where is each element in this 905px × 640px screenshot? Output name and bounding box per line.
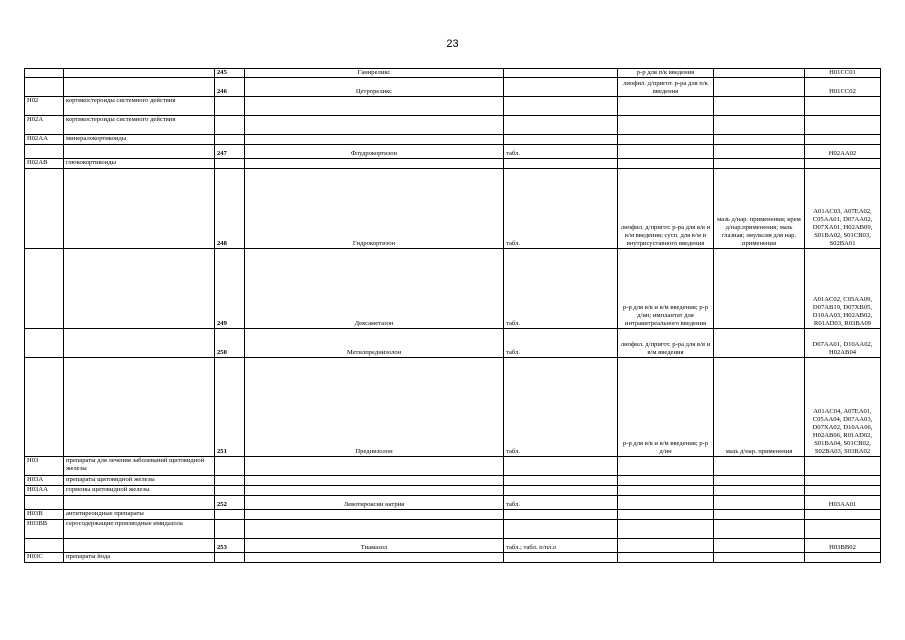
atc-code-cell: H03B [25, 510, 64, 520]
atc-code-cell: H03C [25, 553, 64, 563]
atc-code-cell [25, 358, 64, 457]
form-injection-cell: лиофил. д/пригот. р-ра для в/в и в/м введения [618, 329, 714, 358]
row-number-cell: 246 [215, 78, 245, 97]
form-topical-cell [714, 69, 805, 78]
form-tablet-cell: табл. [504, 329, 618, 358]
atc-codes-cell [805, 457, 881, 476]
atc-codes-cell [805, 553, 881, 563]
form-topical-cell [714, 510, 805, 520]
form-injection-cell [618, 553, 714, 563]
drug-name-cell [245, 553, 504, 563]
group-name-cell [64, 496, 215, 510]
form-injection-cell: лиофил. д/пригот. р-ра для в/в и в/м введения; сусп. для в/м и внутрисуставного введения [618, 169, 714, 249]
drug-name-cell: Левотироксин натрия [245, 496, 504, 510]
drug-row [25, 78, 881, 97]
group-name-cell: минералокортикоиды [64, 135, 215, 145]
form-tablet-cell: табл. [504, 145, 618, 159]
group-name-cell [64, 329, 215, 358]
drug-name-cell [245, 520, 504, 539]
drug-row [25, 358, 881, 457]
group-name-cell: препараты йода [64, 553, 215, 563]
group-name-cell [64, 249, 215, 329]
form-injection-cell [618, 520, 714, 539]
form-tablet-cell: табл. [504, 169, 618, 249]
group-row [25, 553, 881, 563]
drug-row [25, 169, 881, 249]
atc-code-cell [25, 496, 64, 510]
atc-code-cell: H02AB [25, 159, 64, 169]
form-topical-cell [714, 97, 805, 116]
row-number-cell [215, 116, 245, 135]
drug-name-cell [245, 476, 504, 486]
form-topical-cell [714, 520, 805, 539]
drug-row [25, 145, 881, 159]
form-topical-cell [714, 496, 805, 510]
atc-codes-cell: D07AA01, D10AA02, H02AB04 [805, 329, 881, 358]
row-number-cell [215, 135, 245, 145]
group-name-cell: глюкокортикоиды [64, 159, 215, 169]
atc-codes-cell [805, 159, 881, 169]
form-injection-cell [618, 159, 714, 169]
row-number-cell [215, 520, 245, 539]
atc-codes-cell: A01AC02, C05AA09, D07AB19, D07XB05, D10AA03, H02AB02, R01AD03, R03BA09 [805, 249, 881, 329]
drug-name-cell [245, 116, 504, 135]
group-name-cell [64, 145, 215, 159]
form-topical-cell [714, 135, 805, 145]
drug-name-cell [245, 135, 504, 145]
form-topical-cell [714, 329, 805, 358]
atc-codes-cell: A01AC04, A07EA01, C05AA04, D07AA03, D07XA02, D10AA06, H02AB06, R01AD02, S01BA04, S01CB02, S02BA03, S03BA02 [805, 358, 881, 457]
atc-code-cell [25, 169, 64, 249]
drug-name-cell: Тиамазол [245, 539, 504, 553]
atc-codes-cell: H03BB02 [805, 539, 881, 553]
row-number-cell: 253 [215, 539, 245, 553]
atc-codes-cell: H01CC02 [805, 78, 881, 97]
group-name-cell [64, 69, 215, 78]
form-injection-cell [618, 116, 714, 135]
form-tablet-cell [504, 159, 618, 169]
form-tablet-cell [504, 476, 618, 486]
form-tablet-cell [504, 69, 618, 78]
form-tablet-cell [504, 553, 618, 563]
group-row [25, 510, 881, 520]
atc-codes-cell [805, 97, 881, 116]
drug-row [25, 496, 881, 510]
form-tablet-cell: табл. [504, 496, 618, 510]
atc-codes-cell: H01CC01 [805, 69, 881, 78]
atc-code-cell [25, 145, 64, 159]
group-name-cell: препараты для лечения заболеваний щитовидной железы [64, 457, 215, 476]
form-topical-cell [714, 159, 805, 169]
drug-name-cell: Метилпреднизолон [245, 329, 504, 358]
drug-row [25, 69, 881, 78]
drug-name-cell [245, 159, 504, 169]
group-name-cell: кортикостероиды системного действия [64, 116, 215, 135]
form-topical-cell [714, 116, 805, 135]
form-tablet-cell [504, 510, 618, 520]
form-injection-cell [618, 135, 714, 145]
atc-codes-cell: A01AC03, A07EA02, C05AA01, D07AA02, D07XA01, H02AB09, S01BA02, S01CB03, S02BA01 [805, 169, 881, 249]
atc-code-cell: H03AA [25, 486, 64, 496]
group-name-cell [64, 169, 215, 249]
form-injection-cell: р-р для в/в и в/м введения; р-р д/ин [618, 358, 714, 457]
drug-list-table [24, 68, 881, 563]
atc-codes-cell [805, 520, 881, 539]
form-topical-cell [714, 78, 805, 97]
atc-code-cell [25, 78, 64, 97]
row-number-cell: 248 [215, 169, 245, 249]
form-topical-cell: мазь д/нар. применения [714, 358, 805, 457]
form-topical-cell: мазь д/нар. применения; крем д/нар.применения; мазь глазная; эмульсия для нар. применения [714, 169, 805, 249]
form-topical-cell [714, 249, 805, 329]
atc-codes-cell: H02AA02 [805, 145, 881, 159]
atc-code-cell [25, 69, 64, 78]
row-number-cell [215, 457, 245, 476]
drug-name-cell: Преднизолон [245, 358, 504, 457]
drug-row [25, 539, 881, 553]
drug-name-cell: Ганиреликс [245, 69, 504, 78]
group-row [25, 476, 881, 486]
group-name-cell: гормоны щитовидной железы [64, 486, 215, 496]
form-tablet-cell [504, 486, 618, 496]
group-name-cell: препараты щитовидной железы [64, 476, 215, 486]
form-topical-cell [714, 553, 805, 563]
row-number-cell: 250 [215, 329, 245, 358]
row-number-cell [215, 553, 245, 563]
row-number-cell: 249 [215, 249, 245, 329]
form-injection-cell: лиофил. д/пригот. р-ра для п/к введения [618, 78, 714, 97]
atc-code-cell: H03BB [25, 520, 64, 539]
atc-code-cell: H02 [25, 97, 64, 116]
atc-code-cell [25, 249, 64, 329]
drug-row [25, 329, 881, 358]
row-number-cell [215, 476, 245, 486]
form-injection-cell [618, 539, 714, 553]
drug-name-cell [245, 510, 504, 520]
form-injection-cell [618, 486, 714, 496]
form-tablet-cell [504, 135, 618, 145]
atc-code-cell: H03 [25, 457, 64, 476]
row-number-cell: 252 [215, 496, 245, 510]
group-row [25, 457, 881, 476]
form-topical-cell [714, 476, 805, 486]
atc-code-cell: H02AA [25, 135, 64, 145]
row-number-cell [215, 486, 245, 496]
form-topical-cell [714, 486, 805, 496]
group-row [25, 116, 881, 135]
group-name-cell: антитиреоидные препараты [64, 510, 215, 520]
group-row [25, 520, 881, 539]
form-tablet-cell [504, 97, 618, 116]
drug-name-cell: Цетрореликс [245, 78, 504, 97]
atc-code-cell [25, 539, 64, 553]
row-number-cell [215, 159, 245, 169]
group-name-cell: серосодержащие производные имидазола [64, 520, 215, 539]
atc-codes-cell [805, 510, 881, 520]
form-injection-cell: р-р для в/в и в/м введения; р-р д/ин; имплантат для интравитреального введения [618, 249, 714, 329]
atc-codes-cell [805, 135, 881, 145]
group-row [25, 159, 881, 169]
atc-codes-cell [805, 116, 881, 135]
drug-name-cell [245, 486, 504, 496]
form-injection-cell: р-р для п/к введения [618, 69, 714, 78]
drug-name-cell: Дексаметазон [245, 249, 504, 329]
page-number: 23 [446, 38, 459, 50]
group-name-cell: кортикостероиды системного действия [64, 97, 215, 116]
group-name-cell [64, 539, 215, 553]
form-topical-cell [714, 145, 805, 159]
form-injection-cell [618, 496, 714, 510]
form-injection-cell [618, 457, 714, 476]
atc-codes-cell [805, 476, 881, 486]
atc-code-cell: H02A [25, 116, 64, 135]
row-number-cell: 247 [215, 145, 245, 159]
drug-name-cell: Флудрокортизон [245, 145, 504, 159]
group-row [25, 135, 881, 145]
form-injection-cell [618, 476, 714, 486]
drug-row [25, 249, 881, 329]
form-injection-cell [618, 510, 714, 520]
form-tablet-cell: табл. [504, 249, 618, 329]
form-tablet-cell: табл. [504, 358, 618, 457]
form-injection-cell [618, 97, 714, 116]
form-tablet-cell [504, 520, 618, 539]
row-number-cell: 251 [215, 358, 245, 457]
form-tablet-cell [504, 116, 618, 135]
form-topical-cell [714, 457, 805, 476]
atc-codes-cell: H03AA01 [805, 496, 881, 510]
form-tablet-cell [504, 78, 618, 97]
row-number-cell: 245 [215, 69, 245, 78]
group-row [25, 97, 881, 116]
row-number-cell [215, 510, 245, 520]
form-topical-cell [714, 539, 805, 553]
group-row [25, 486, 881, 496]
drug-name-cell: Гидрокортизон [245, 169, 504, 249]
form-injection-cell [618, 145, 714, 159]
group-name-cell [64, 78, 215, 97]
group-name-cell [64, 358, 215, 457]
row-number-cell [215, 97, 245, 116]
atc-codes-cell [805, 486, 881, 496]
form-tablet-cell [504, 457, 618, 476]
atc-code-cell: H03A [25, 476, 64, 486]
atc-code-cell [25, 329, 64, 358]
drug-name-cell [245, 457, 504, 476]
form-tablet-cell: табл.; табл. п/пл.о [504, 539, 618, 553]
drug-name-cell [245, 97, 504, 116]
